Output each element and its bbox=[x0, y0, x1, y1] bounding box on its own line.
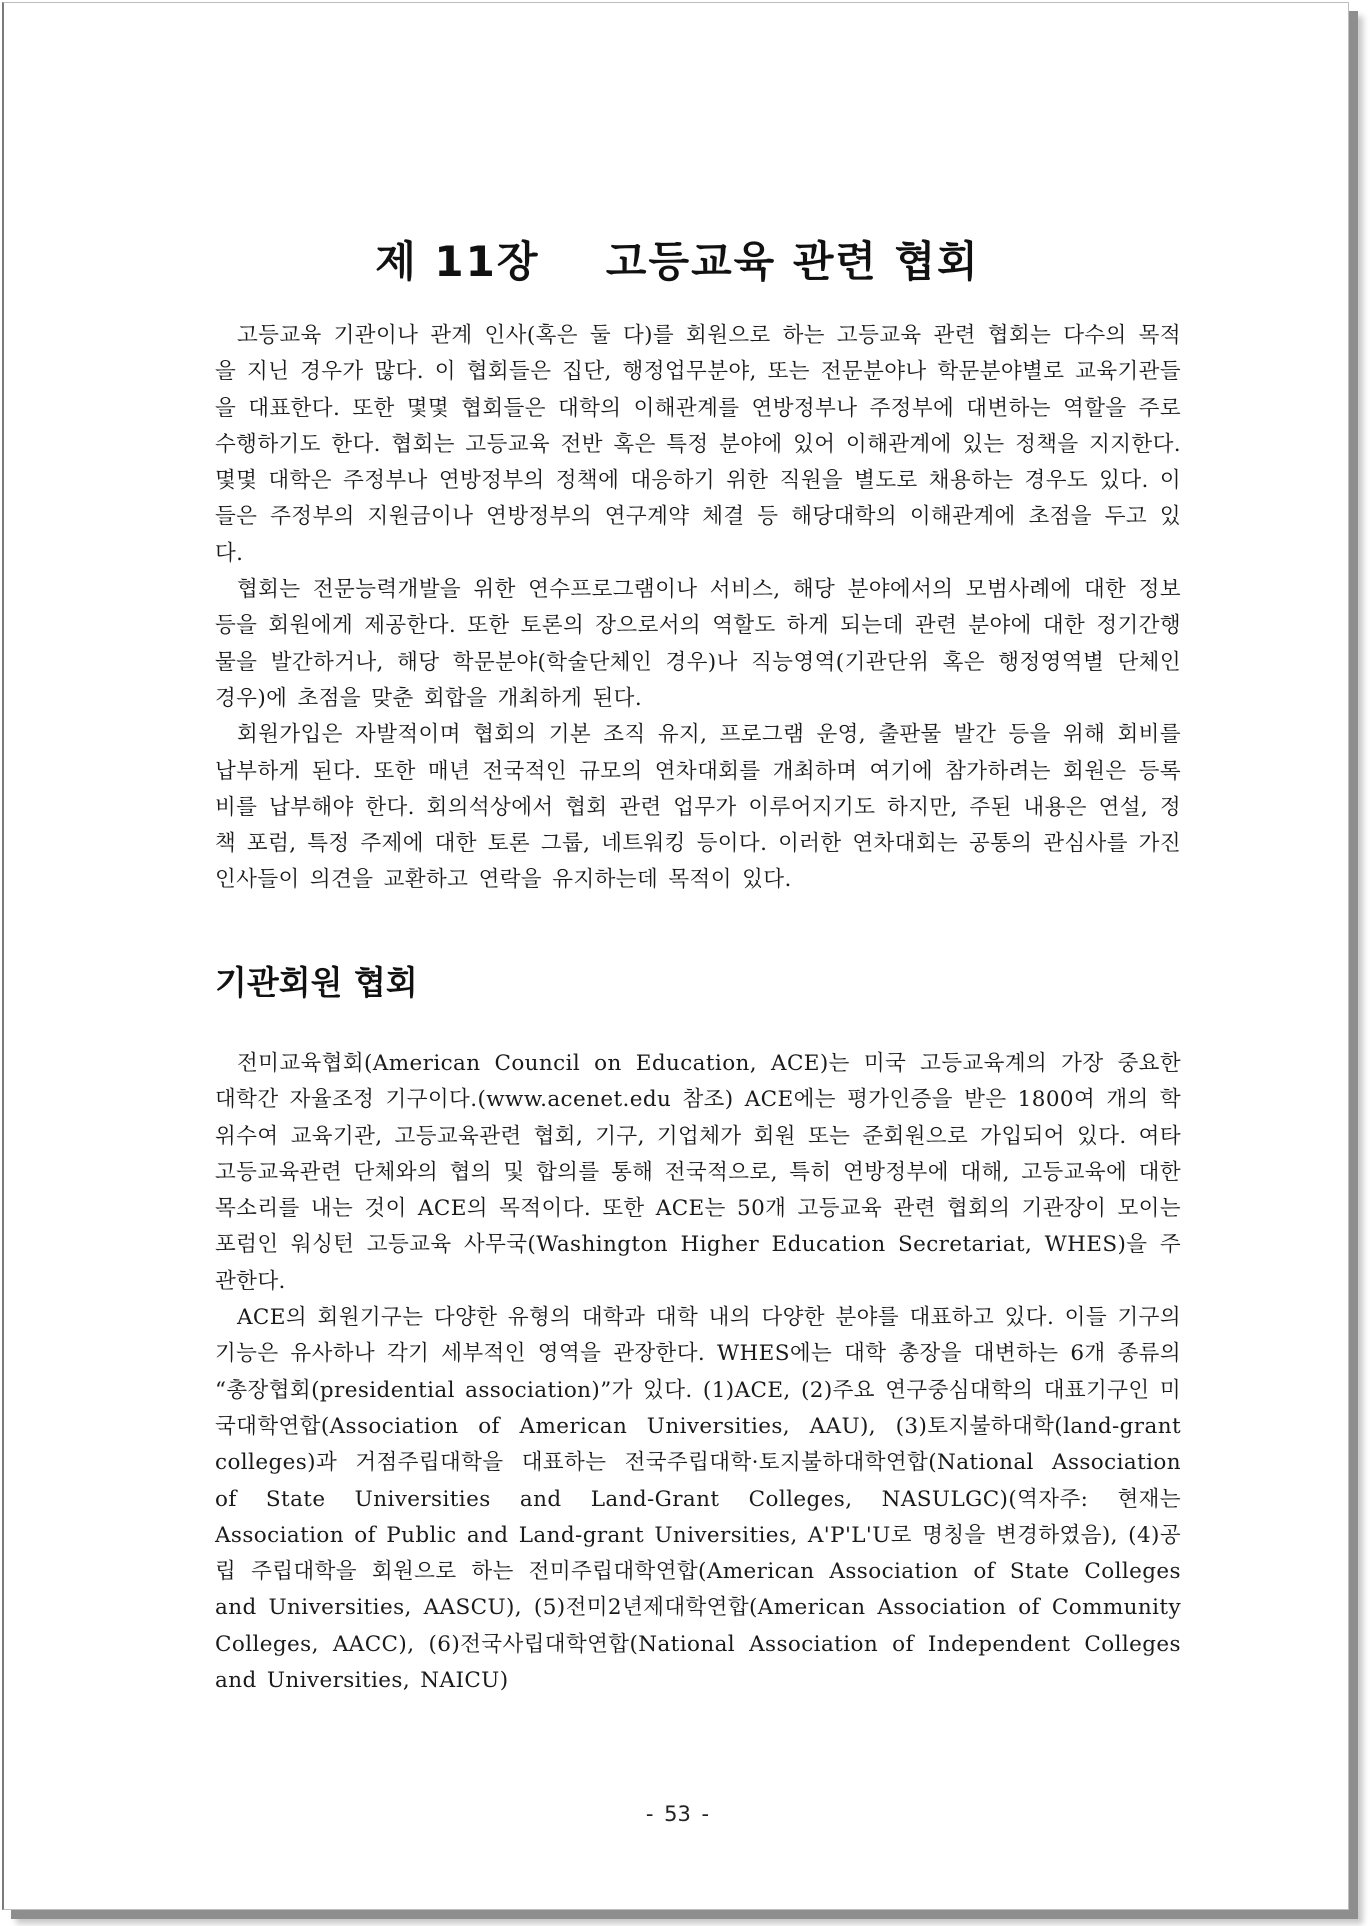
page-number: - 53 - bbox=[645, 1802, 710, 1826]
paragraph: 협회는 전문능력개발을 위한 연수프로그램이나 서비스, 해당 분야에서의 모범사례에 대한 정보 등을 회원에게 제공한다. 또한 토론의 장으로서의 역할도 하게 되는데 관련 분야에 대한 정기간행물을 발간하거나, 해당 학문분야(학술단체인 경우)나 직능영역(기관단위 혹은 행정영역별 단체인 경우)에 초점을 맞춘 회합을 개최하게 된다. bbox=[215, 577, 1181, 711]
paragraph: 고등교육 기관이나 관계 인사(혹은 둘 다)를 회원으로 하는 고등교육 관련 협회는 다수의 목적을 지닌 경우가 많다. 이 협회들은 집단, 행정업무분야, 또는 전문분야나 학문분야별로 교육기관들을 대표한다. 또한 몇몇 협회들은 대학의 이해관계를 연방정부나 주정부에 대변하는 역할을 주로 수행하기도 한다. 협회는 고등교육 전반 혹은 특정 분야에 있어 이해관계에 있는 정책을 지지한다. 몇몇 대학은 주정부나 연방정부의 정책에 대응하기 위한 직원을 별도로 채용하는 경우도 있다. 이들은 주정부의 지원금이나 연방정부의 연구계약 체결 등 해당대학의 이해관계에 초점을 두고 있다. bbox=[215, 323, 1181, 566]
document-page bbox=[2, 2, 1349, 1910]
paragraph: ACE의 회원기구는 다양한 유형의 대학과 대학 내의 다양한 분야를 대표하고 있다. 이들 기구의 기능은 유사하나 각기 세부적인 영역을 관장한다. WHES에는 대학 총장을 대변하는 6개 종류의 “총장협회(presidential association)”가 있다. (1)ACE, (2)주요 연구중심대학의 대표기구인 미국대학연합(Association of American Universities, AAU), (3)토지불하대학(land-grant colleges)과 거점주립대학을 대표하는 전국주립대학·토지불하대학연합(National Association of State Universities and Land-Grant Colleges, NASULGC)(역자주: 현재는 Association of Public and Land-grant Universities, A'P'L'U로 명칭을 변경하였음), (4)공립 주립대학을 회원으로 하는 전미주립대학연합(American Association of State Colleges and Universities, AASCU), (5)전미2년제대학연합(American Association of Community Colleges, AACC), (6)전국사립대학연합(National Association of Independent Colleges and Universities, NAICU) bbox=[215, 1305, 1181, 1694]
intro-text bbox=[215, 318, 1181, 899]
paragraph: 전미교육협회(American Council on Education, ACE)는 미국 고등교육계의 가장 중요한 대학간 자율조정 기구이다.(www.acenet.edu 참조) ACE에는 평가인증을 받은 1800여 개의 학위수여 교육기관, 고등교육관련 협회, 기구, 기업체가 회원 또는 준회원으로 가입되어 있다. 여타 고등교육관련 단체와의 협의 및 합의를 통해 전국적으로, 특히 연방정부에 대해, 고등교육에 대한 목소리를 내는 것이 ACE의 목적이다. 또한 ACE는 50개 고등교육 관련 협회의 기관장이 모이는 포럼인 워싱턴 고등교육 사무국(Washington Higher Education Secretariat, WHES)을 주관한다. bbox=[215, 1051, 1181, 1294]
paragraph: 회원가입은 자발적이며 협회의 기본 조직 유지, 프로그램 운영, 출판물 발간 등을 위해 회비를 납부하게 된다. 또한 매년 전국적인 규모의 연차대회를 개최하며 여기에 참가하려는 회원은 등록비를 납부해야 한다. 회의석상에서 협회 관련 업무가 이루어지기도 하지만, 주된 내용은 연설, 정책 포럼, 특정 주제에 대한 토론 그룹, 네트워킹 등이다. 이러한 연차대회는 공통의 관심사를 가진 인사들이 의견을 교환하고 연락을 유지하는데 목적이 있다. bbox=[215, 722, 1181, 893]
chapter-title: 제 11장 고등교육 관련 협회 bbox=[375, 237, 980, 286]
section-heading: 기관회원 협회 bbox=[215, 963, 418, 1002]
section-text bbox=[215, 1046, 1181, 1699]
